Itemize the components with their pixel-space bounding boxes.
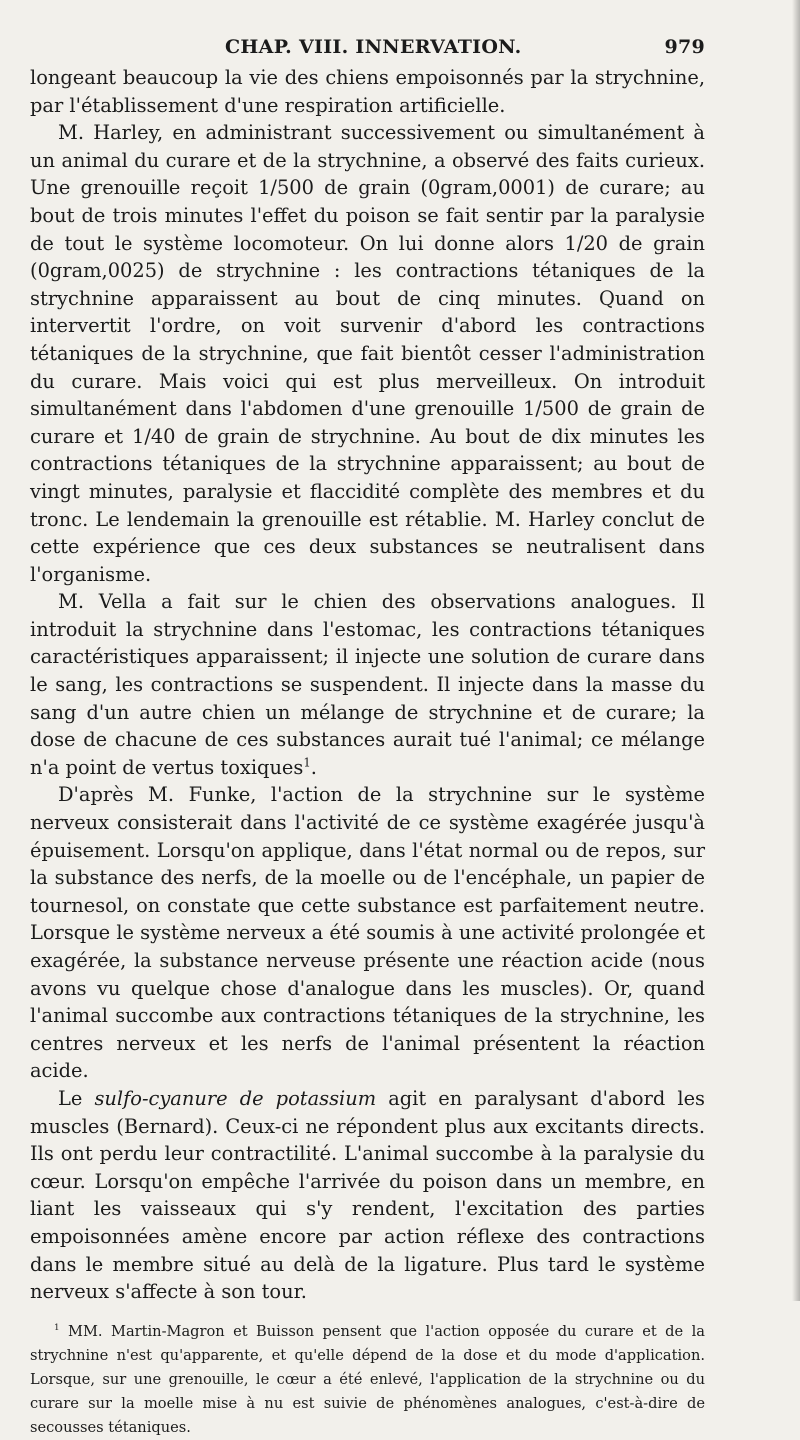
footnote-reference: 1 [303,755,311,770]
chapter-title: CHAP. VIII. INNERVATION. [225,36,522,58]
paragraph-funke: D'après M. Funke, l'action de la strychnine sur le système nerveux consisterait dans l'activité de ce système exagérée jusqu'à épuisement. Lorsqu'on applique, dans l'état normal ou de repos, sur la substance des nerfs, de la moelle ou de l'encéphale, un papier de tournesol, on constate que cette substance est parfaitement neutre. Lorsque le système nerveux a été soumis à une activité prolongée et exagérée, la substance nerveuse présente une réaction acide (nous avons vu quelque chose d'analogue dans les muscles). Or, quand l'animal succombe aux contractions tétaniques de la strychnine, les centres nerveux et les nerfs de l'animal présentent la réaction acide. [30,783,705,1083]
paragraph-vella-text: M. Vella a fait sur le chien des observations analogues. Il introduit la strychnine dans l'estomac, les contractions tétaniques caractéristiques apparaissent; il injecte une solution de curare dans le sang, les contractions se suspendent. Il injecte dans la masse du sang d'un autre chien un mélange de strychnine et de curare; la dose de chacune de ces substances aurait tué l'animal; ce mélange n'a point de vertus toxiques [30,590,705,779]
footnote-marker: 1 [54,1322,60,1333]
footnote-text: MM. Martin-Magron et Buisson pensent que l'action opposée du curare et de la strychnine n'est qu'apparente, et qu'elle dépend de la dose et du mode d'application. Lorsque, sur une grenouille, le cœur a été enlevé, l'application de la strychnine ou du curare sur la moelle mise à nu est suivie de phénomènes analogues, c'est-à-dire de secousses tétaniques. [30,1322,705,1436]
paragraph-sulfocyanure-rest: agit en paralysant d'abord les muscles (Bernard). Ceux-ci ne répondent plus aux excitants directs. Ils ont perdu leur contractilité. L'animal succombe à la paralysie du cœur. Lorsqu'on empêche l'arrivée du poison dans un membre, en liant les vaisseaux qui s'y rendent, l'excitation des parties empoisonnées amène encore par action réflexe des contractions dans le membre situé au delà de la ligature. Plus tard le système nerveux s'affecte à son tour. [30,1086,705,1304]
paragraph-continuation: longeant beaucoup la vie des chiens empoisonnés par la strychnine, par l'établissement d'une respiration artificielle. [30,66,705,117]
paragraph-sulfocyanure [30,1085,705,1306]
page-number: 979 [664,36,705,58]
paragraph-vella [30,588,705,781]
running-head [30,30,705,64]
body-text [30,64,705,1306]
paragraph-sulfocyanure-start: Le [58,1086,95,1110]
paragraph-harley: M. Harley, en administrant successivement ou simultanément à un animal du curare et de la strychnine, a observé des faits curieux. Une grenouille reçoit 1/500 de grain (0gram,0001) de curare; au bout de trois minutes l'effet du poison se fait sentir par la paralysie de tout le système locomoteur. On lui donne alors 1/20 de grain (0gram,0025) de strychnine : les contractions tétaniques de la strychnine apparaissent au bout de cinq minutes. Quand on intervertit l'ordre, on voit survenir d'abord les contractions tétaniques de la strychnine, que fait bientôt cesser l'administration du curare. Mais voici qui est plus merveilleux. On introduit simultanément dans l'abdomen d'une grenouille 1/500 de grain de curare et 1/40 de grain de strychnine. Au bout de dix minutes les contractions tétaniques de la strychnine apparaissent; au bout de vingt minutes, paralysie et flaccidité complète des membres et du tronc. Le lendemain la grenouille est rétablie. M. Harley conclut de cette expérience que ces deux substances se neutralisent dans l'organisme. [30,121,705,586]
footnote [30,1320,705,1440]
italic-term: sulfo-cyanure de potassium [94,1086,377,1110]
footnotes [30,1320,705,1440]
paragraph-vella-end: . [310,755,317,779]
